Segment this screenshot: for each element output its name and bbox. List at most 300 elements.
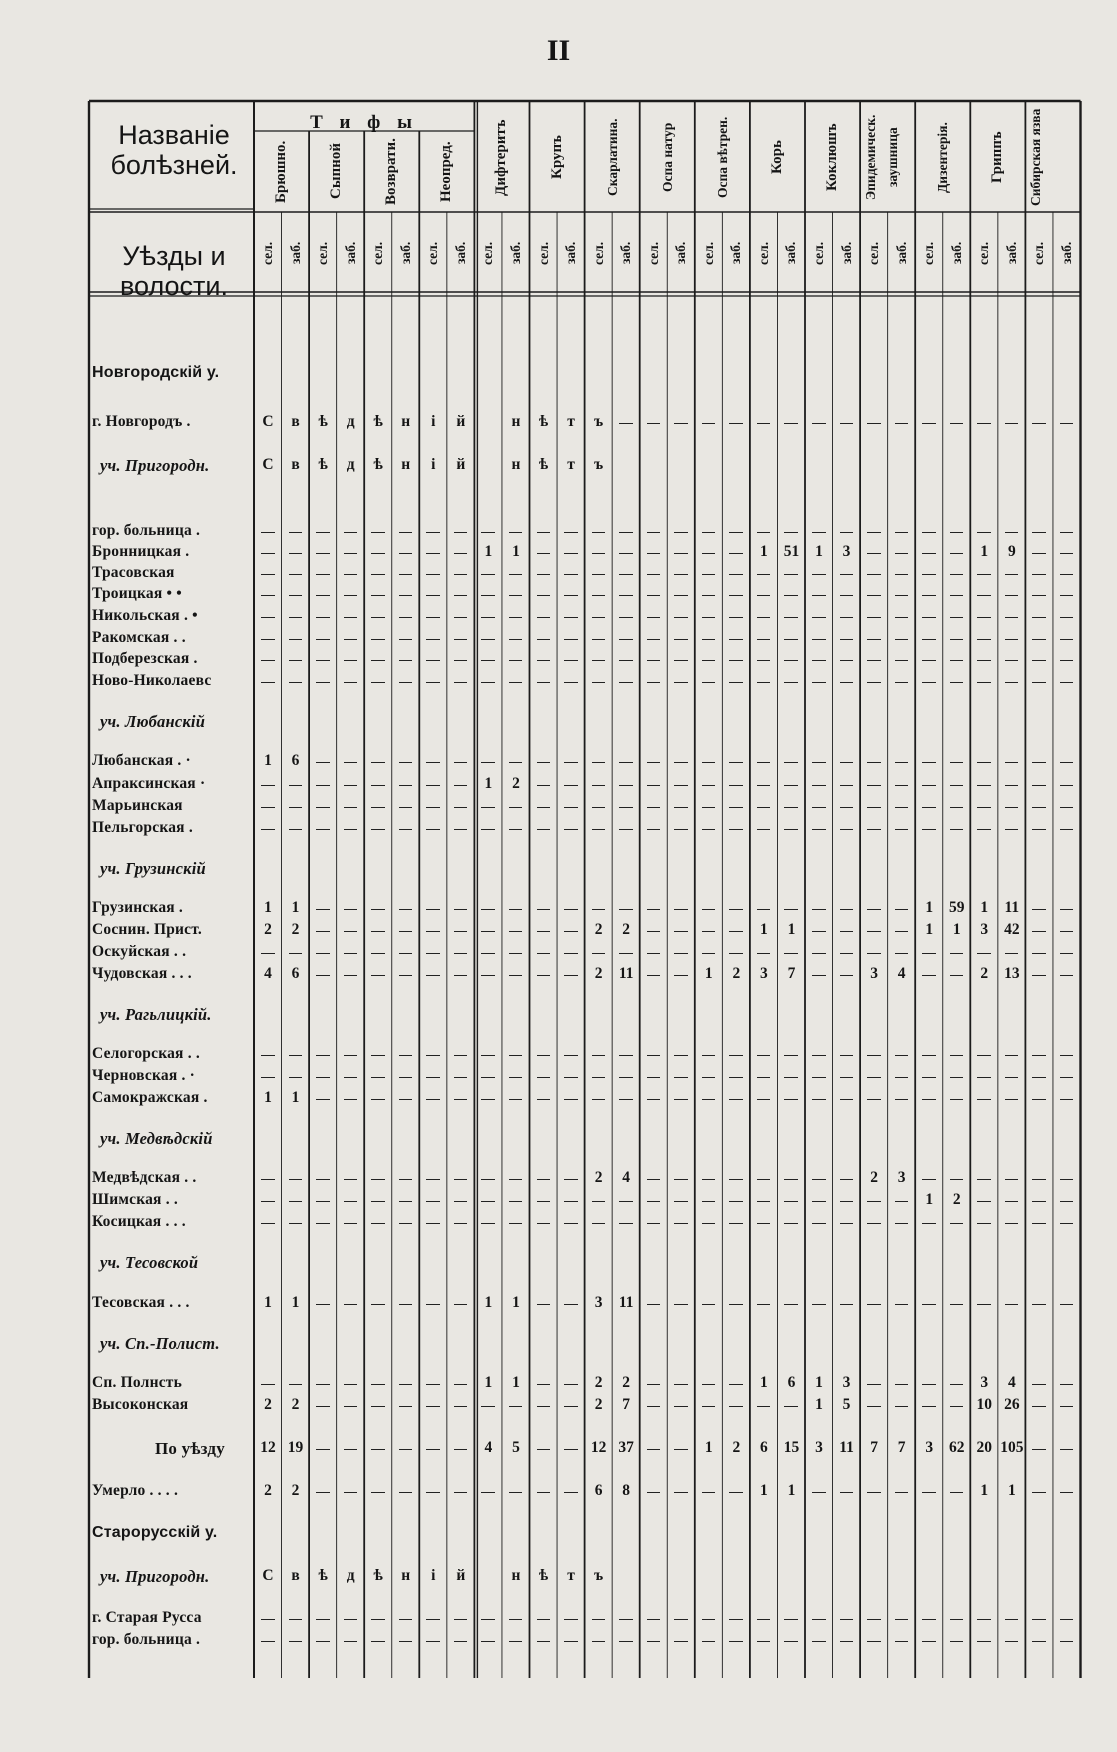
empty-dash xyxy=(1032,1384,1046,1385)
empty-dash xyxy=(729,1201,743,1202)
empty-dash xyxy=(729,931,743,932)
empty-dash xyxy=(371,1384,385,1385)
empty-dash xyxy=(399,1492,413,1493)
empty-dash xyxy=(426,953,440,954)
empty-dash xyxy=(729,909,743,910)
empty-dash xyxy=(426,909,440,910)
empty-dash xyxy=(1032,1492,1046,1493)
empty-dash xyxy=(950,595,964,596)
cell-value: 59 xyxy=(949,899,965,916)
notice-letter: ѣ xyxy=(318,1567,328,1584)
empty-dash xyxy=(702,1492,716,1493)
notice-letter: ъ xyxy=(594,1567,604,1584)
empty-dash xyxy=(1032,1077,1046,1078)
row-label: Высоконская xyxy=(92,1396,189,1413)
empty-dash xyxy=(1060,762,1074,763)
empty-dash xyxy=(674,953,688,954)
cell-value: 12 xyxy=(590,1439,607,1456)
empty-dash xyxy=(647,1492,661,1493)
cell-value: 11 xyxy=(618,965,634,982)
empty-dash xyxy=(674,1201,688,1202)
empty-dash xyxy=(895,553,909,554)
empty-dash xyxy=(1005,953,1019,954)
empty-dash xyxy=(261,682,275,683)
empty-dash xyxy=(840,639,854,640)
row-label: Черновская . · xyxy=(92,1067,196,1084)
empty-dash xyxy=(261,574,275,575)
empty-dash xyxy=(592,682,606,683)
empty-dash xyxy=(399,639,413,640)
empty-dash xyxy=(895,762,909,763)
empty-dash xyxy=(1005,574,1019,575)
empty-dash xyxy=(344,1641,358,1642)
cell-value: 1 xyxy=(291,899,300,916)
empty-dash xyxy=(316,1223,330,1224)
empty-dash xyxy=(674,574,688,575)
empty-dash xyxy=(1060,1099,1074,1100)
empty-dash xyxy=(674,553,688,554)
empty-dash xyxy=(537,785,551,786)
cell-value: 2 xyxy=(980,965,989,982)
empty-dash xyxy=(316,553,330,554)
empty-dash xyxy=(702,1384,716,1385)
empty-dash xyxy=(619,909,633,910)
empty-dash xyxy=(564,574,578,575)
column-header-3: Возврати. xyxy=(383,138,400,205)
cell-value: 1 xyxy=(815,1396,823,1413)
empty-dash xyxy=(977,595,991,596)
cell-value: 7 xyxy=(622,1396,631,1413)
empty-dash xyxy=(784,639,798,640)
column-header-12: Эпидемическ. заушница xyxy=(863,114,901,201)
cell-value: 20 xyxy=(976,1439,993,1456)
row-label: Оскуйская . . xyxy=(92,943,187,960)
empty-dash xyxy=(399,1384,413,1385)
empty-dash xyxy=(316,975,330,976)
cell-value: 37 xyxy=(618,1439,634,1456)
empty-dash xyxy=(895,660,909,661)
empty-dash xyxy=(371,660,385,661)
empty-dash xyxy=(840,574,854,575)
empty-dash xyxy=(812,595,826,596)
empty-dash xyxy=(564,1099,578,1100)
empty-dash xyxy=(481,1619,495,1620)
empty-dash xyxy=(977,617,991,618)
empty-dash xyxy=(922,595,936,596)
empty-dash xyxy=(1032,909,1046,910)
cell-value: 3 xyxy=(760,965,768,982)
notice-letter: в xyxy=(291,456,300,473)
empty-dash xyxy=(812,975,826,976)
empty-dash xyxy=(261,639,275,640)
empty-dash xyxy=(895,1619,909,1620)
empty-dash xyxy=(867,595,881,596)
row-label: г. Новгородъ . xyxy=(92,413,191,430)
empty-dash xyxy=(702,1641,716,1642)
empty-dash xyxy=(454,660,468,661)
empty-dash xyxy=(1032,785,1046,786)
empty-dash xyxy=(344,553,358,554)
empty-dash xyxy=(867,1223,881,1224)
empty-dash xyxy=(867,553,881,554)
empty-dash xyxy=(977,574,991,575)
empty-dash xyxy=(702,1201,716,1202)
empty-dash xyxy=(537,1223,551,1224)
empty-dash xyxy=(950,1077,964,1078)
empty-dash xyxy=(950,785,964,786)
empty-dash xyxy=(1032,574,1046,575)
empty-dash xyxy=(812,1492,826,1493)
empty-dash xyxy=(1005,639,1019,640)
row-label: Любанская . · xyxy=(92,752,191,769)
empty-dash xyxy=(454,574,468,575)
empty-dash xyxy=(399,660,413,661)
empty-dash xyxy=(371,909,385,910)
notice-letter: С xyxy=(262,456,274,473)
empty-dash xyxy=(426,1055,440,1056)
empty-dash xyxy=(647,762,661,763)
empty-dash xyxy=(812,1077,826,1078)
row-label: Подберезская . xyxy=(92,650,198,667)
empty-dash xyxy=(592,660,606,661)
empty-dash xyxy=(564,807,578,808)
cell-value: 2 xyxy=(732,965,741,982)
empty-dash xyxy=(454,909,468,910)
empty-dash xyxy=(1032,1304,1046,1305)
empty-dash xyxy=(481,931,495,932)
row-label: уч. Пригородн. xyxy=(100,456,210,475)
empty-dash xyxy=(344,1384,358,1385)
empty-dash xyxy=(1060,975,1074,976)
empty-dash xyxy=(619,1641,633,1642)
empty-dash xyxy=(454,953,468,954)
empty-dash xyxy=(674,1304,688,1305)
empty-dash xyxy=(702,682,716,683)
empty-dash xyxy=(481,829,495,830)
row-label: Ракомская . . xyxy=(92,629,186,646)
empty-dash xyxy=(840,762,854,763)
cell-value: 1 xyxy=(815,543,823,560)
empty-dash xyxy=(647,1223,661,1224)
empty-dash xyxy=(426,975,440,976)
empty-dash xyxy=(371,532,385,533)
cell-value: 11 xyxy=(618,1294,634,1311)
subheader-zab-1: заб. xyxy=(287,241,303,265)
empty-dash xyxy=(647,1077,661,1078)
empty-dash xyxy=(812,617,826,618)
empty-dash xyxy=(812,1179,826,1180)
empty-dash xyxy=(537,617,551,618)
empty-dash xyxy=(729,1384,743,1385)
empty-dash xyxy=(399,931,413,932)
empty-dash xyxy=(757,423,771,424)
empty-dash xyxy=(261,1055,275,1056)
empty-dash xyxy=(895,807,909,808)
empty-dash xyxy=(481,1179,495,1180)
subheader-sel-15: сел. xyxy=(1031,241,1047,265)
empty-dash xyxy=(399,1201,413,1202)
empty-dash xyxy=(316,785,330,786)
empty-dash xyxy=(289,1223,303,1224)
empty-dash xyxy=(537,807,551,808)
empty-dash xyxy=(895,1406,909,1407)
empty-dash xyxy=(895,532,909,533)
empty-dash xyxy=(977,660,991,661)
empty-dash xyxy=(895,1201,909,1202)
empty-dash xyxy=(454,1406,468,1407)
notice-letter: н xyxy=(511,1567,521,1584)
cell-value: 9 xyxy=(1007,543,1016,560)
title-regions-line1: Уѣзды и xyxy=(122,241,226,271)
empty-dash xyxy=(840,953,854,954)
empty-dash xyxy=(757,1099,771,1100)
cell-value: 1 xyxy=(512,1294,520,1311)
empty-dash xyxy=(1005,1223,1019,1224)
empty-dash xyxy=(344,660,358,661)
empty-dash xyxy=(977,1304,991,1305)
empty-dash xyxy=(1032,423,1046,424)
row-label: Селогорская . . xyxy=(92,1045,200,1062)
empty-dash xyxy=(729,1055,743,1056)
cell-value: 5 xyxy=(512,1439,520,1456)
empty-dash xyxy=(344,532,358,533)
empty-dash xyxy=(647,660,661,661)
empty-dash xyxy=(344,574,358,575)
empty-dash xyxy=(289,660,303,661)
empty-dash xyxy=(454,1179,468,1180)
empty-dash xyxy=(509,595,523,596)
empty-dash xyxy=(619,423,633,424)
cell-value: 1 xyxy=(264,752,272,769)
empty-dash xyxy=(812,785,826,786)
notice-letter: д xyxy=(346,1567,355,1584)
empty-dash xyxy=(481,807,495,808)
empty-dash xyxy=(840,1179,854,1180)
cell-value: 1 xyxy=(787,1482,796,1499)
cell-value: 3 xyxy=(980,1374,989,1391)
empty-dash xyxy=(289,553,303,554)
empty-dash xyxy=(702,1055,716,1056)
cell-value: 1 xyxy=(925,921,934,938)
empty-dash xyxy=(289,574,303,575)
empty-dash xyxy=(289,1179,303,1180)
empty-dash xyxy=(564,1304,578,1305)
empty-dash xyxy=(867,1384,881,1385)
empty-dash xyxy=(454,553,468,554)
empty-dash xyxy=(371,829,385,830)
empty-dash xyxy=(509,574,523,575)
empty-dash xyxy=(426,762,440,763)
cell-value: 105 xyxy=(1000,1439,1024,1456)
empty-dash xyxy=(619,574,633,575)
cell-value: 2 xyxy=(264,1482,272,1499)
empty-dash xyxy=(619,595,633,596)
empty-dash xyxy=(371,553,385,554)
empty-dash xyxy=(784,660,798,661)
empty-dash xyxy=(316,1304,330,1305)
empty-dash xyxy=(674,423,688,424)
empty-dash xyxy=(647,1449,661,1450)
empty-dash xyxy=(867,1406,881,1407)
empty-dash xyxy=(950,1179,964,1180)
empty-dash xyxy=(895,639,909,640)
empty-dash xyxy=(702,423,716,424)
empty-dash xyxy=(564,1055,578,1056)
cell-value: 6 xyxy=(594,1482,603,1499)
cell-value: 4 xyxy=(264,965,272,982)
empty-dash xyxy=(564,785,578,786)
empty-dash xyxy=(344,953,358,954)
empty-dash xyxy=(371,1619,385,1620)
empty-dash xyxy=(895,909,909,910)
empty-dash xyxy=(702,660,716,661)
empty-dash xyxy=(1005,1055,1019,1056)
empty-dash xyxy=(1060,1619,1074,1620)
empty-dash xyxy=(840,1304,854,1305)
title-diseases-line1: Названіе xyxy=(118,120,230,150)
empty-dash xyxy=(702,1179,716,1180)
empty-dash xyxy=(426,1449,440,1450)
empty-dash xyxy=(454,1619,468,1620)
empty-dash xyxy=(289,617,303,618)
empty-dash xyxy=(592,1055,606,1056)
empty-dash xyxy=(674,682,688,683)
empty-dash xyxy=(895,1077,909,1078)
empty-dash xyxy=(371,595,385,596)
empty-dash xyxy=(922,682,936,683)
empty-dash xyxy=(454,532,468,533)
empty-dash xyxy=(922,807,936,808)
notice-letter: й xyxy=(456,413,466,430)
empty-dash xyxy=(564,553,578,554)
empty-dash xyxy=(647,829,661,830)
empty-dash xyxy=(399,1055,413,1056)
empty-dash xyxy=(895,1055,909,1056)
notice-letter: й xyxy=(456,1567,466,1584)
empty-dash xyxy=(371,785,385,786)
subheader-zab-4: заб. xyxy=(452,241,468,265)
empty-dash xyxy=(895,1384,909,1385)
empty-dash xyxy=(674,532,688,533)
empty-dash xyxy=(344,617,358,618)
cell-value: 11 xyxy=(839,1439,854,1456)
empty-dash xyxy=(316,931,330,932)
empty-dash xyxy=(784,1077,798,1078)
empty-dash xyxy=(784,953,798,954)
empty-dash xyxy=(950,1099,964,1100)
subheader-zab-5: заб. xyxy=(507,241,523,265)
empty-dash xyxy=(922,1179,936,1180)
empty-dash xyxy=(289,1201,303,1202)
empty-dash xyxy=(619,1619,633,1620)
empty-dash xyxy=(702,807,716,808)
empty-dash xyxy=(867,639,881,640)
empty-dash xyxy=(564,1619,578,1620)
empty-dash xyxy=(509,975,523,976)
empty-dash xyxy=(426,1077,440,1078)
empty-dash xyxy=(564,1077,578,1078)
empty-dash xyxy=(399,532,413,533)
notice-letter: ѣ xyxy=(318,456,328,473)
empty-dash xyxy=(1032,1449,1046,1450)
notice-letter: С xyxy=(262,413,274,430)
empty-dash xyxy=(895,595,909,596)
empty-dash xyxy=(537,553,551,554)
empty-dash xyxy=(481,1641,495,1642)
empty-dash xyxy=(702,909,716,910)
empty-dash xyxy=(537,1384,551,1385)
row-label: Новгородскій у. xyxy=(92,364,220,381)
empty-dash xyxy=(922,1406,936,1407)
empty-dash xyxy=(261,660,275,661)
empty-dash xyxy=(564,1492,578,1493)
notice-letter: і xyxy=(431,456,436,473)
empty-dash xyxy=(812,829,826,830)
empty-dash xyxy=(674,1077,688,1078)
empty-dash xyxy=(316,953,330,954)
cell-value: 2 xyxy=(594,1396,603,1413)
empty-dash xyxy=(840,1077,854,1078)
notice-letter: в xyxy=(291,1567,300,1584)
empty-dash xyxy=(674,1641,688,1642)
subheader-sel-2: сел. xyxy=(315,241,331,265)
empty-dash xyxy=(371,1406,385,1407)
empty-dash xyxy=(702,1406,716,1407)
empty-dash xyxy=(1060,1055,1074,1056)
empty-dash xyxy=(977,1619,991,1620)
empty-dash xyxy=(537,1201,551,1202)
empty-dash xyxy=(344,1179,358,1180)
cell-value: 3 xyxy=(842,1374,851,1391)
empty-dash xyxy=(867,617,881,618)
empty-dash xyxy=(619,785,633,786)
empty-dash xyxy=(481,1055,495,1056)
cell-value: 1 xyxy=(1007,1482,1016,1499)
empty-dash xyxy=(840,423,854,424)
empty-dash xyxy=(784,617,798,618)
empty-dash xyxy=(922,1223,936,1224)
empty-dash xyxy=(261,829,275,830)
empty-dash xyxy=(371,1099,385,1100)
empty-dash xyxy=(840,829,854,830)
empty-dash xyxy=(784,682,798,683)
empty-dash xyxy=(1060,1492,1074,1493)
empty-dash xyxy=(1005,785,1019,786)
empty-dash xyxy=(647,807,661,808)
empty-dash xyxy=(840,909,854,910)
empty-dash xyxy=(426,553,440,554)
empty-dash xyxy=(592,617,606,618)
empty-dash xyxy=(950,553,964,554)
empty-dash xyxy=(867,909,881,910)
empty-dash xyxy=(289,682,303,683)
empty-dash xyxy=(426,617,440,618)
title-diseases-line2: болѣзней. xyxy=(110,150,238,180)
empty-dash xyxy=(784,1641,798,1642)
empty-dash xyxy=(344,1223,358,1224)
column-header-2: Сыпной xyxy=(328,143,345,200)
empty-dash xyxy=(399,953,413,954)
empty-dash xyxy=(674,1619,688,1620)
cell-value: 1 xyxy=(484,1294,493,1311)
subheader-zab-14: заб. xyxy=(1003,241,1019,265)
empty-dash xyxy=(729,1641,743,1642)
empty-dash xyxy=(454,762,468,763)
subheader-zab-12: заб. xyxy=(893,241,909,265)
cell-value: 7 xyxy=(787,965,796,982)
empty-dash xyxy=(619,953,633,954)
empty-dash xyxy=(426,682,440,683)
